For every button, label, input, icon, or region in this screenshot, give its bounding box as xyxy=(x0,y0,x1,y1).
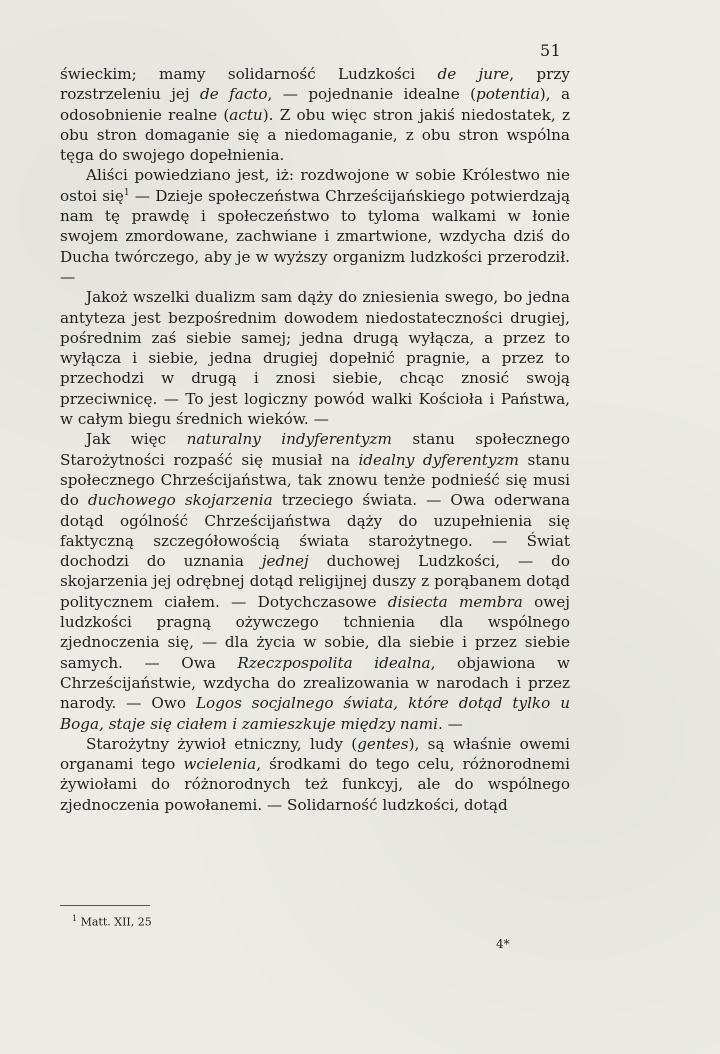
text-segment: , — pojednanie idealne ( xyxy=(267,85,477,104)
italic-phrase: disiecta membra xyxy=(387,592,523,611)
text-segment: ), są właśnie owemi organami tego xyxy=(60,734,571,774)
italic-phrase: wcielenia xyxy=(183,755,257,774)
text-segment: Jak więc xyxy=(86,430,187,449)
text-segment: stanu społecznego Starożytności rozpaść się musiał na xyxy=(60,430,571,469)
text-segment: stanu społecznego Chrześcijaństwa, tak znowu tenże podnieść się musi do xyxy=(60,450,570,510)
paragraph xyxy=(60,429,570,733)
text-segment: trzeciego świata. — Owa oderwana dotąd ogólność Chrześcijaństwa dąży do uzupełnienia się faktyczną szczegółowością świata starożytnego. — Świat dochodzi do uznania xyxy=(60,491,570,571)
paragraph xyxy=(60,734,570,815)
text-segment: świeckim; mamy solidarność Ludzkości xyxy=(60,65,438,83)
italic-phrase: de jure xyxy=(437,65,510,83)
text-segment: Aliści powiedziano jest, iż: rozdwojone w sobie Królestwo nie ostoi się xyxy=(60,166,570,205)
italic-phrase: potentia xyxy=(476,85,540,104)
text-segment: ), a odosobnienie realne ( xyxy=(60,85,570,124)
italic-phrase: Rzeczpospolita idealna xyxy=(237,653,431,672)
italic-phrase: Logos socjalnego świata, które dotąd tylko u Boga, staje się ciałem i zamieszkuje między nami xyxy=(60,694,571,733)
italic-phrase: duchowego skojarzenia xyxy=(87,491,273,510)
text-segment: duchowej Ludzkości, — do skojarzenia jej odrębnej dotąd religijnej duszy z porąbanem dotąd politycznem ciałem. — Dotychczasowe xyxy=(60,552,570,611)
footnote-marker: 1 xyxy=(72,914,78,923)
text-segment: , objawiona w Chrześcijaństwie, wzdycha do zrealizowania w narodach i przez narody. — Owo xyxy=(60,653,570,713)
italic-phrase: idealny dyferentyzm xyxy=(358,450,519,469)
footnote xyxy=(72,914,152,929)
body-text xyxy=(60,64,570,815)
italic-phrase: naturalny indyferentyzm xyxy=(186,430,392,449)
italic-phrase: de facto xyxy=(200,85,268,104)
text-segment: Jakoż wszelki dualizm sam dąży do zniesienia swego, bo jedna antyteza jest bezpośrednim dowodem niedostateczności drugiej, pośrednim zaś siebie samej; jedna drugą wyłącza, a przez to wyłącza i siebie, jedna drugiej dopełnić pragnie, a przez to przechodzi w drugą i znosi siebie, chcąc znosić swoją przeciwnicę. — To jest logiczny powód walki Kościoła i Państwa, w całym biegu średnich wieków. — xyxy=(60,288,570,429)
text-segment: owej ludzkości pragną ożywczego tchnienia dla wspólnego zjednoczenia się, — dla życia w sobie, dla siebie i przez siebie samych. — Owa xyxy=(60,592,570,672)
text-segment: Starożytny żywioł etniczny, ludy ( xyxy=(86,734,358,753)
paragraph xyxy=(60,64,570,165)
paragraph xyxy=(60,165,570,287)
italic-phrase: actu xyxy=(229,105,263,124)
italic-phrase: jednej xyxy=(261,552,309,571)
text-segment: . — xyxy=(438,714,463,733)
text-segment: — Dzieje społeczeństwa Chrześcijańskiego potwierdzają nam tę prawdę i społeczeństwo to tyloma walkami w łonie swojem zmordowane, zachwiane i zmartwione, wzdycha dziś do Ducha twórczego, aby je w wyższy organizm ludzkości przerodził. — xyxy=(60,186,570,286)
footnote-divider xyxy=(60,905,150,906)
text-segment: ). Z obu więc stron jakiś niedostatek, z obu stron domaganie się a niedomaganie, z obu stron wspólna tęga do swojego dopełnienia. xyxy=(60,105,570,165)
italic-phrase: gentes xyxy=(357,734,409,753)
footnote-text: Matt. XII, 25 xyxy=(80,915,152,929)
signature-mark: 4* xyxy=(496,937,510,951)
text-segment: , środkami do tego celu, różnorodnemi żywiołami do różnorodnych też funkcyj, ale do wspólnego zjednoczenia powołanemi. — Solidarność ludzkości, dotąd xyxy=(60,755,571,814)
page-number: 51 xyxy=(540,41,562,60)
paragraph xyxy=(60,287,570,429)
footnote-reference: 1 xyxy=(123,187,130,198)
text-segment: , przy rozstrzeleniu jej xyxy=(60,65,570,104)
